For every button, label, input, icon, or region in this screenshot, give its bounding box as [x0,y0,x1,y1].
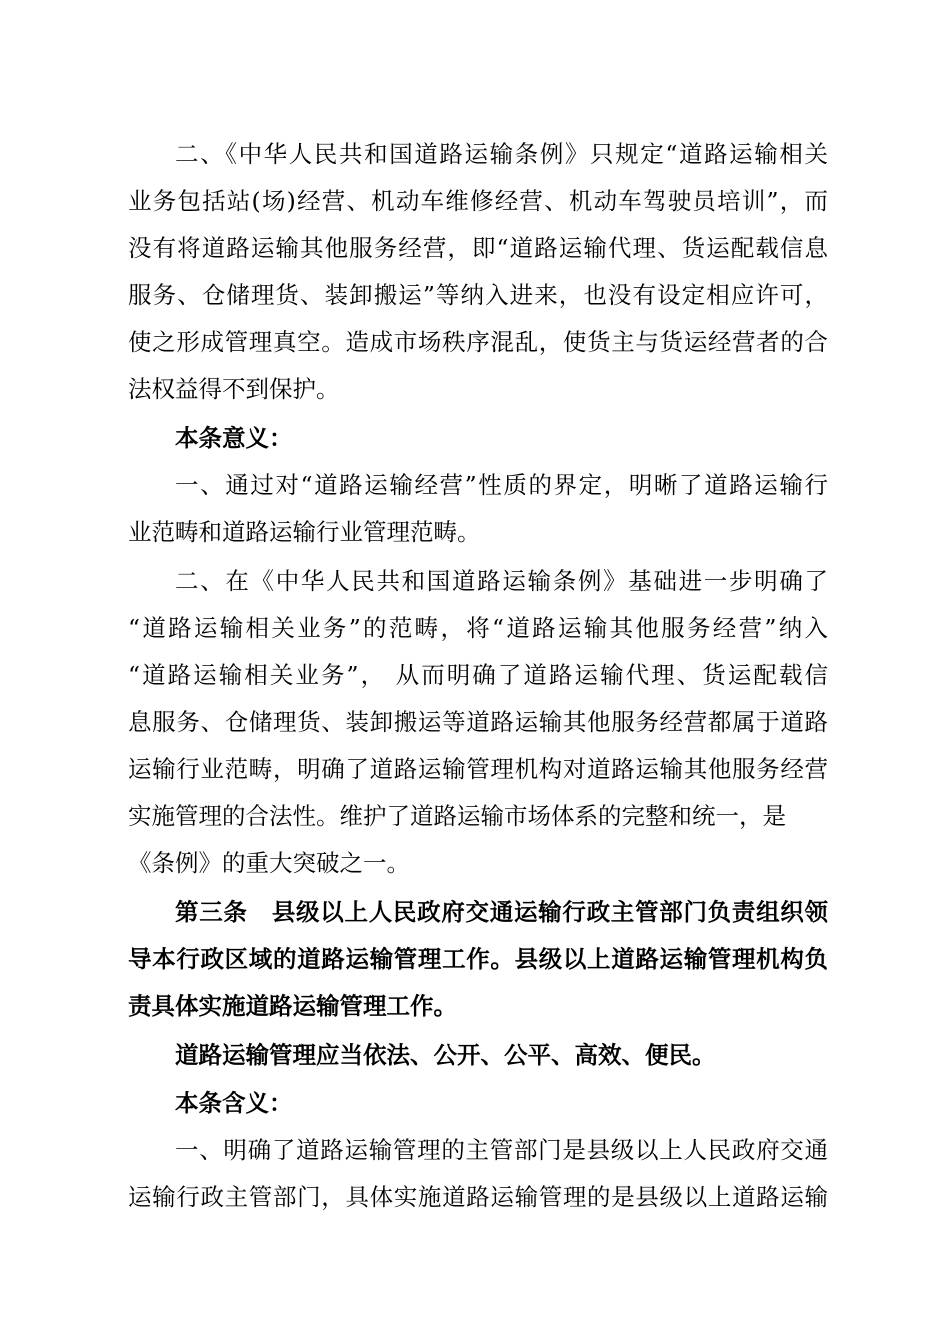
paragraph-line: 运输行业范畴，明确了道路运输管理机构对道路运输其他服务经营 [128,755,828,783]
paragraph-line: 一、通过对“道路运输经营”性质的界定，明晰了道路运输行 [175,471,828,499]
paragraph-line: “道路运输相关业务”， 从而明确了道路运输代理、货运配载信 [128,661,828,689]
paragraph-line: 一、明确了道路运输管理的主管部门是县级以上人民政府交通 [175,1136,828,1164]
paragraph-line: 实施管理的合法性。维护了道路运输市场体系的完整和统一，是 [128,802,786,830]
article-line: 责具体实施道路运输管理工作。 [128,992,457,1020]
paragraph-line: 使之形成管理真空。造成市场秩序混乱，使货主与货运经营者的合 [128,328,828,356]
section-heading: 本条意义： [175,424,293,452]
paragraph-line: 二、《中华人民共和国道路运输条例》只规定“道路运输相关 [175,140,828,168]
paragraph-line: 《条例》的重大突破之一。 [128,849,410,877]
article-line: 导本行政区域的道路运输管理工作。县级以上道路运输管理机构负 [128,945,828,973]
paragraph-line: 业务包括站(场)经营、机动车维修经营、机动车驾驶员培训”，而 [128,187,828,215]
article-heading: 第三条 县级以上人民政府交通运输行政主管部门负责组织领 [175,898,828,926]
paragraph-line: 息服务、仓储理货、装卸搬运等道路运输其他服务经营都属于道路 [128,708,828,736]
paragraph-line: 二、在《中华人民共和国道路运输条例》基础进一步明确了 [175,567,828,595]
paragraph-line: “道路运输相关业务”的范畴，将“道路运输其他服务经营”纳入 [128,614,828,642]
paragraph-line: 业范畴和道路运输行业管理范畴。 [128,518,481,546]
article-line: 道路运输管理应当依法、公开、公平、高效、便民。 [175,1041,716,1069]
paragraph-line: 法权益得不到保护。 [128,375,340,403]
section-heading: 本条含义： [175,1089,293,1117]
paragraph-line: 运输行政主管部门，具体实施道路运输管理的是县级以上道路运输 [128,1183,828,1211]
paragraph-line: 服务、仓储理货、装卸搬运”等纳入进来，也没有设定相应许可， [128,281,828,309]
paragraph-line: 没有将道路运输其他服务经营，即“道路运输代理、货运配载信息 [128,234,828,262]
